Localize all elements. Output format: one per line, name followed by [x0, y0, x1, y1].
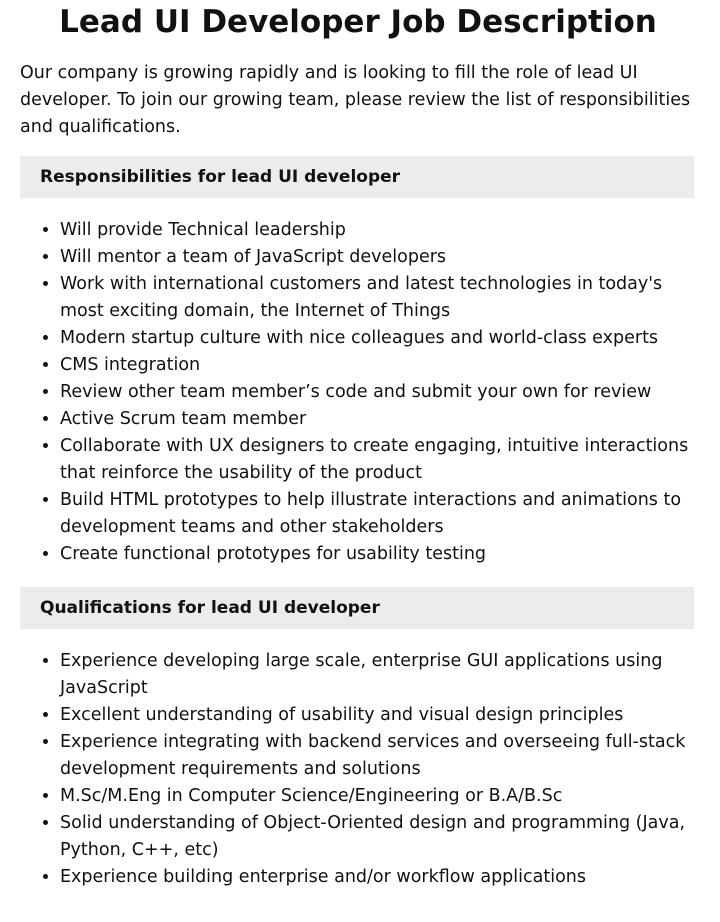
list-item: • Collaborate with UX designers to create engaging, intuitive interactions that reinforce the usability of the product — [60, 433, 696, 487]
intro-paragraph: Our company is growing rapidly and is looking to fill the role of lead UI developer. To join our growing team, please review the list of responsibilities and qualifications. — [20, 63, 691, 137]
list-item: • Create functional prototypes for usability testing — [60, 541, 696, 568]
list-item: • Experience developing large scale, enterprise GUI applications using JavaScript — [60, 648, 696, 702]
page-title: Lead UI Developer Job Description — [59, 4, 657, 40]
list-item: • Active Scrum team member — [60, 406, 696, 433]
list-item: • M.Sc/M.Eng in Computer Science/Engineering or B.A/B.Sc — [60, 783, 696, 810]
list-item: • Build HTML prototypes to help illustrate interactions and animations to development teams and other stakeholders — [60, 487, 696, 541]
list-item: • Experience integrating with backend services and overseeing full-stack development requirements and solutions — [60, 729, 696, 783]
list-item: • Modern startup culture with nice colleagues and world-class experts — [60, 325, 696, 352]
responsibilities-heading: Responsibilities for lead UI developer — [20, 156, 694, 198]
list-item: • Will provide Technical leadership — [60, 217, 696, 244]
list-item: • Excellent understanding of usability and visual design principles — [60, 702, 696, 729]
responsibilities-list — [20, 217, 696, 568]
list-item: • CMS integration — [60, 352, 696, 379]
list-item: • Solid understanding of Object-Oriented design and programming (Java, Python, C++, etc) — [60, 810, 696, 864]
list-item: • Review other team member’s code and submit your own for review — [60, 379, 696, 406]
list-item: • Experience building enterprise and/or workflow applications — [60, 864, 696, 891]
list-item: • Will mentor a team of JavaScript developers — [60, 244, 696, 271]
qualifications-heading: Qualifications for lead UI developer — [20, 587, 694, 629]
list-item: • Work with international customers and latest technologies in today's most exciting domain, the Internet of Things — [60, 271, 696, 325]
qualifications-list — [20, 648, 696, 891]
